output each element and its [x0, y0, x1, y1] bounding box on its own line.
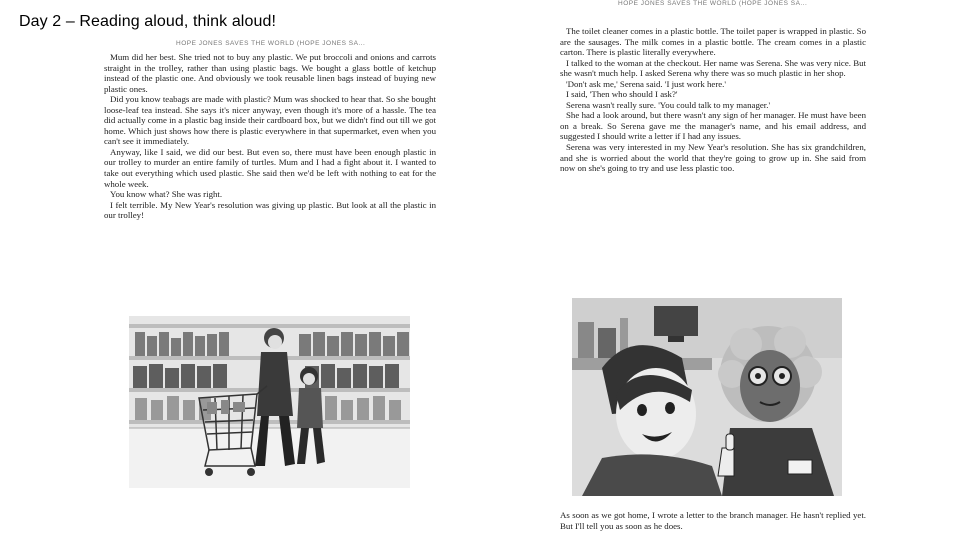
paragraph: I felt terrible. My New Year's resolution was giving up plastic. But look at all the plastic in our trolley! [104, 199, 436, 221]
closing-text [560, 510, 866, 531]
paragraph: Anyway, like I said, we did our best. But even so, there must have been enough plastic in our trolley to murder an entire family of turtles. Mum and I had a fight about it. I wanted to take out everything which used plastic. She said then we'd be left with nothing to eat for the whole week. [104, 146, 436, 189]
running-head: HOPE JONES SAVES THE WORLD (HOPE JONES SA... [176, 40, 366, 47]
running-head: HOPE JONES SAVES THE WORLD (HOPE JONES SA... [618, 0, 808, 7]
paragraph: 'Don't ask me,' Serena said. 'I just work here.' [566, 78, 726, 89]
paragraph: Serena wasn't really sure. 'You could talk to my manager.' [566, 99, 771, 110]
paragraph: Serena was very interested in my New Year's resolution. She has six grandchildren, and she is worried about the world that they're going to grow up in. She said from now on she's going to try and use less plastic too. [560, 142, 866, 174]
paragraph: Did you know teabags are made with plastic? Mum was shocked to hear that. So she bought loose-leaf tea instead. She says it's nicer anyway, even though it's more of a hassle. The tea did actually come in a plastic bag inside their cardboard box, but we didn't find out till we got home. Which just shows how there is plastic everywhere in that supermarket, even when you can't see it immediately. [104, 94, 436, 147]
paragraph: The toilet cleaner comes in a plastic bottle. The toilet paper is wrapped in plastic. So are the sausages. The milk comes in a plastic bottle. The cream comes in a plastic carton. There is plastic literally everywhere. [560, 26, 866, 58]
left-page-text [104, 52, 436, 221]
paragraph: I said, 'Then who should I ask?' [566, 89, 678, 100]
supermarket-illustration [129, 316, 410, 488]
right-page-text [560, 26, 866, 174]
paragraph: You know what? She was right. [110, 189, 223, 200]
slide-title: Day 2 – Reading aloud, think aloud! [19, 13, 277, 30]
paragraph: She had a look around, but there wasn't any sign of her manager. He must have been on a break. So Serena gave me the manager's name, and his email address, and suggested I should write a letter if I had any issues. [560, 110, 866, 142]
paragraph: As soon as we got home, I wrote a letter to the branch manager. He hasn't replied yet. But I'll tell you as soon as he does. [560, 510, 866, 531]
checkout-selfie-illustration [572, 298, 842, 496]
paragraph: Mum did her best. She tried not to buy any plastic. We put broccoli and onions and carrots straight in the trolley, rather than using plastic bags. We bought a glass bottle of ketchup instead of the plastic one. And obviously we took reusable linen bags instead of buying new plastic ones. [104, 52, 436, 94]
paragraph: I talked to the woman at the checkout. Her name was Serena. She was very nice. But she wasn't much help. I asked Serena why there was so much plastic in her shop. [560, 57, 866, 79]
